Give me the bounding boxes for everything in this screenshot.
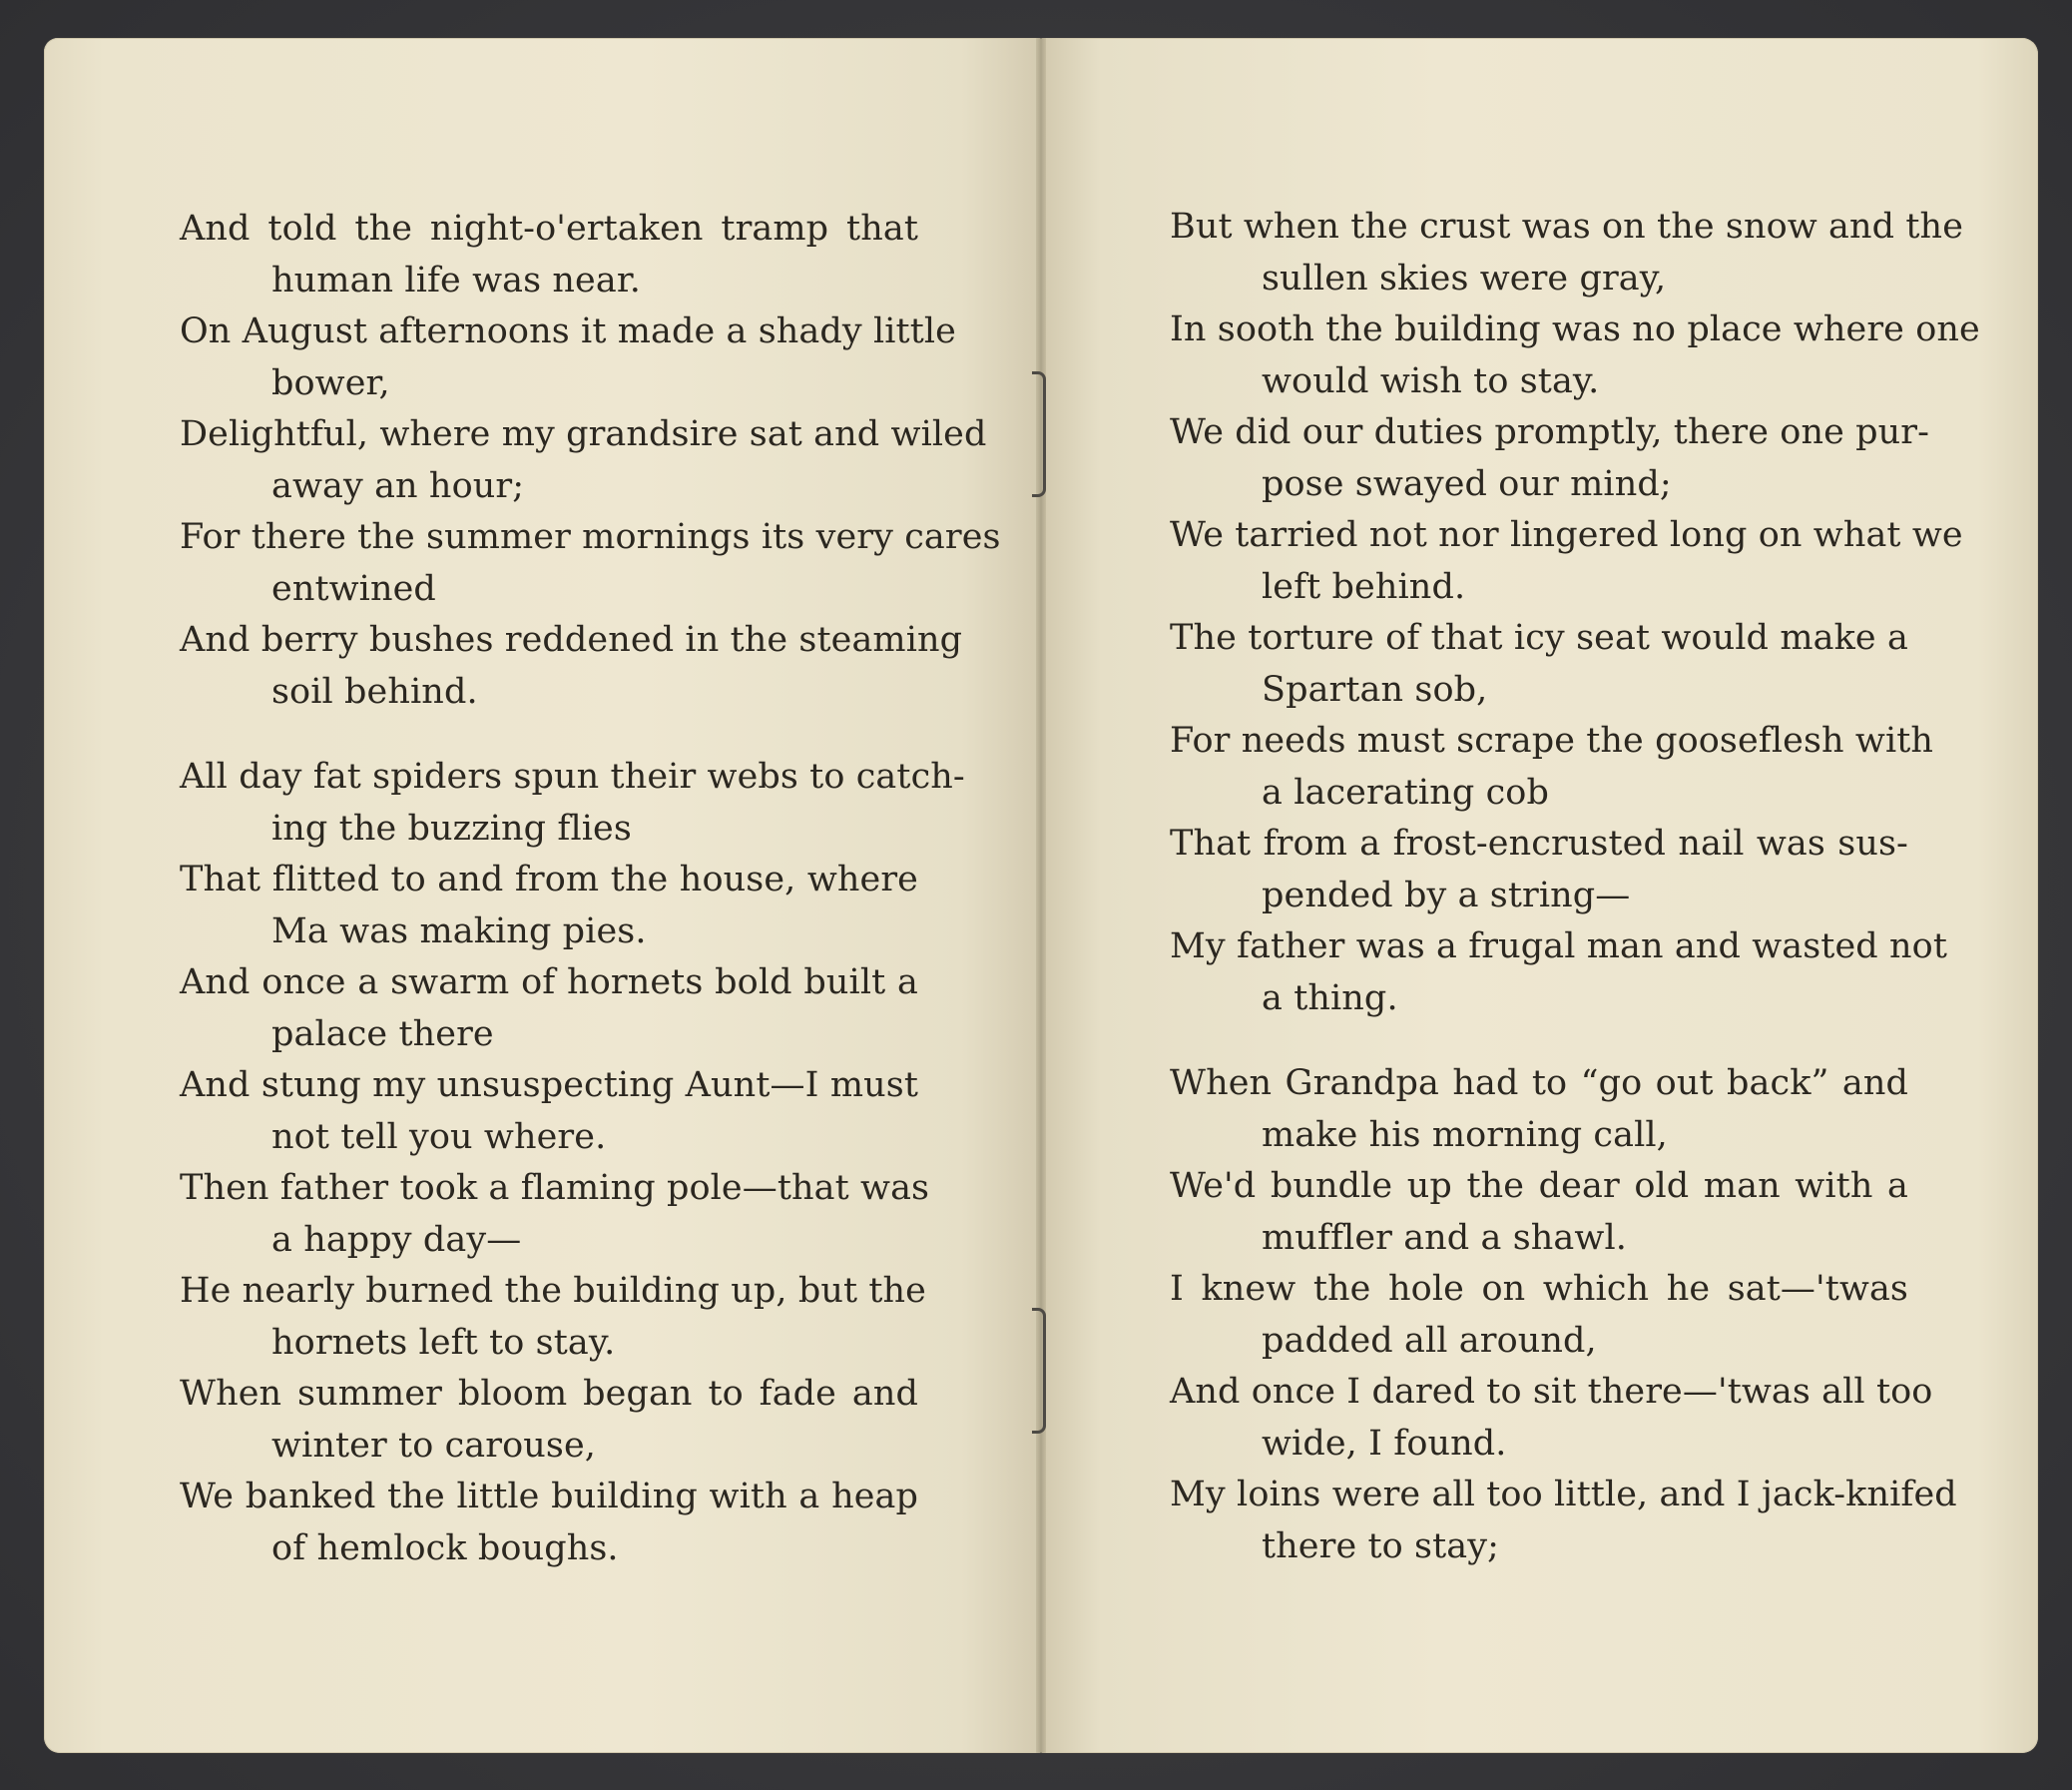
verse-line-continuation: wide, I found. xyxy=(1262,1423,1507,1464)
right-page-text xyxy=(1170,202,1980,1572)
verse-line: All day fat spiders spun their webs to catch- xyxy=(180,757,965,797)
verse-line: But when the crust was on the snow and the xyxy=(1170,207,1964,247)
verse-line: And berry bushes reddened in the steaming xyxy=(180,620,963,660)
verse-line-continuation: bower, xyxy=(271,362,390,403)
verse-line: Then father took a flaming pole—that was xyxy=(180,1168,930,1208)
verse-line: We banked the little building with a heap xyxy=(180,1477,918,1516)
verse-line: On August afternoons it made a shady little xyxy=(180,311,956,351)
verse-line-continuation: pended by a string— xyxy=(1262,875,1631,915)
verse-line-continuation: soil behind. xyxy=(271,671,478,712)
verse-line: Delightful, where my grandsire sat and wiled xyxy=(180,414,987,454)
verse-line: I knew the hole on which he sat—'twas xyxy=(1170,1269,1908,1309)
verse-line-continuation: entwined xyxy=(271,568,436,609)
verse-line-continuation: human life was near. xyxy=(271,260,642,300)
verse-line: In sooth the building was no place where one xyxy=(1170,309,1980,349)
verse-line-continuation: winter to carouse, xyxy=(271,1425,597,1466)
verse-line: When Grandpa had to “go out back” and xyxy=(1170,1063,1908,1103)
verse-line: We tarried not nor lingered long on what we xyxy=(1170,515,1963,555)
verse-line: We'd bundle up the dear old man with a xyxy=(1170,1166,1908,1206)
verse-line: For needs must scrape the gooseflesh with xyxy=(1170,721,1934,761)
verse-line: He nearly burned the building up, but the xyxy=(180,1271,926,1311)
verse-line: And stung my unsuspecting Aunt—I must xyxy=(180,1065,918,1105)
verse-line: My father was a frugal man and wasted not xyxy=(1170,926,1947,966)
stanza-break xyxy=(1170,1024,1928,1058)
verse-line: That from a frost-encrusted nail was sus- xyxy=(1170,824,1908,864)
verse-line-continuation: Ma was making pies. xyxy=(271,910,647,951)
verse-line: My loins were all too little, and I jack-knifed xyxy=(1170,1475,1957,1514)
verse-line-continuation: padded all around, xyxy=(1262,1320,1597,1361)
verse-line: When summer bloom began to fade and xyxy=(180,1374,918,1414)
verse-line-continuation: left behind. xyxy=(1262,566,1466,607)
verse-line: And once I dared to sit there—'twas all too xyxy=(1170,1372,1933,1412)
verse-line-continuation: muffler and a shawl. xyxy=(1262,1217,1627,1258)
verse-line-continuation: pose swayed our mind; xyxy=(1262,463,1672,504)
verse-line-continuation: would wish to stay. xyxy=(1262,360,1600,401)
verse-line-continuation: not tell you where. xyxy=(271,1116,607,1157)
verse-line-continuation: away an hour; xyxy=(271,465,525,506)
verse-line-continuation: of hemlock boughs. xyxy=(271,1527,619,1568)
verse-line-continuation: sullen skies were gray, xyxy=(1262,258,1667,298)
verse-line: The torture of that icy seat would make a xyxy=(1170,618,1908,658)
verse-line: And once a swarm of hornets bold built a xyxy=(180,962,918,1002)
staple-icon xyxy=(1032,1308,1046,1434)
verse-line-continuation: ing the buzzing flies xyxy=(271,808,632,849)
book-gutter xyxy=(1036,38,1046,1753)
verse-line: And told the night-o'ertaken tramp that xyxy=(180,209,918,249)
stanza-break xyxy=(180,718,938,752)
staple-icon xyxy=(1032,371,1046,497)
verse-line-continuation: a lacerating cob xyxy=(1262,772,1549,813)
left-page-text xyxy=(180,204,1001,1574)
verse-line-continuation: hornets left to stay. xyxy=(271,1322,616,1363)
verse-line-continuation: make his morning call, xyxy=(1262,1114,1668,1155)
verse-line: For there the summer mornings its very cares xyxy=(180,517,1001,557)
verse-line: We did our duties promptly, there one pur- xyxy=(1170,412,1930,452)
verse-line-continuation: there to stay; xyxy=(1262,1525,1500,1566)
verse-line: That flitted to and from the house, where xyxy=(180,860,918,899)
verse-line-continuation: palace there xyxy=(271,1013,494,1054)
verse-line-continuation: Spartan sob, xyxy=(1262,669,1488,710)
verse-line-continuation: a happy day— xyxy=(271,1219,522,1260)
verse-line-continuation: a thing. xyxy=(1262,977,1398,1018)
